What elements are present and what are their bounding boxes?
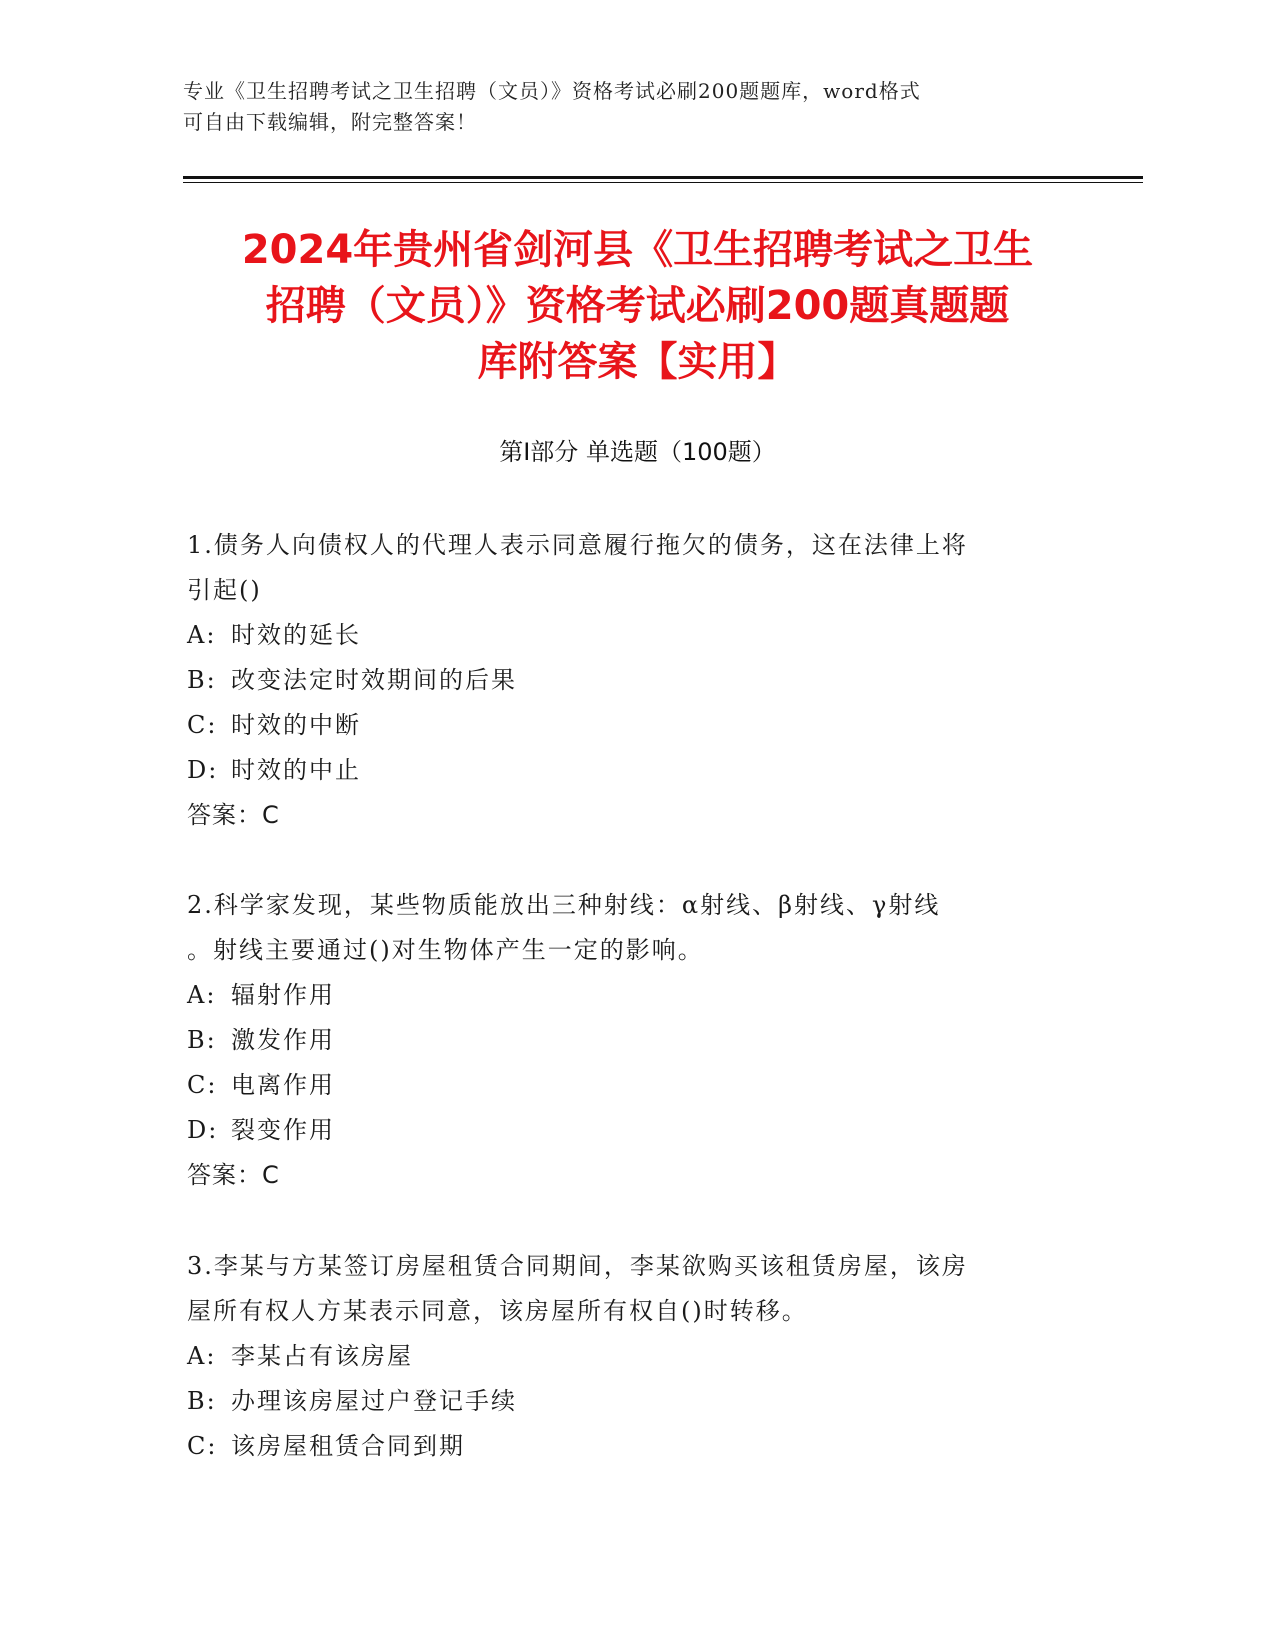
question-item xyxy=(187,523,1087,838)
option-key: B: xyxy=(187,1026,217,1054)
option-text: 该房屋租赁合同到期 xyxy=(231,1432,465,1460)
option-key: C: xyxy=(187,1432,218,1460)
section-title: 第Ⅰ部分 单选题（100题） xyxy=(499,438,776,466)
question-item xyxy=(187,1244,1087,1469)
option-b xyxy=(187,658,1087,703)
option-b xyxy=(187,1379,1087,1424)
question-stem: 3.李某与方某签订房屋租赁合同期间，李某欲购买该租赁房屋，该房 xyxy=(187,1252,968,1280)
option-text: 时效的中断 xyxy=(231,711,361,739)
option-text: 辐射作用 xyxy=(231,981,335,1009)
option-key: A: xyxy=(187,621,217,649)
header-note-line: 专业《卫生招聘考试之卫生招聘（文员）》资格考试必刷200题题库，word格式 xyxy=(183,79,921,103)
option-key: A: xyxy=(187,1342,217,1370)
option-text: 李某占有该房屋 xyxy=(231,1342,413,1370)
option-a xyxy=(187,1334,1087,1379)
option-key: D: xyxy=(187,756,219,784)
document-title-line: 库附答案【实用】 xyxy=(477,339,798,385)
option-c xyxy=(187,1424,1087,1469)
option-c xyxy=(187,1063,1087,1108)
answer-line: 答案：C xyxy=(187,1161,280,1189)
option-key: B: xyxy=(187,666,217,694)
option-key: D: xyxy=(187,1116,219,1144)
option-text: 激发作用 xyxy=(231,1026,335,1054)
option-b xyxy=(187,1018,1087,1063)
option-key: A: xyxy=(187,981,217,1009)
option-a xyxy=(187,973,1087,1018)
header-divider-thin xyxy=(183,182,1143,183)
question-stem: 2.科学家发现，某些物质能放出三种射线：α射线、β射线、γ射线 xyxy=(187,891,941,919)
document-title xyxy=(140,222,1135,390)
answer-line: 答案：C xyxy=(187,801,280,829)
header-note xyxy=(183,76,1063,138)
option-key: C: xyxy=(187,711,218,739)
question-stem: 引起() xyxy=(187,576,262,604)
question-item xyxy=(187,883,1087,1198)
option-text: 时效的中止 xyxy=(231,756,361,784)
question-stem: 1.债务人向债权人的代理人表示同意履行拖欠的债务，这在法律上将 xyxy=(187,531,968,559)
option-d xyxy=(187,748,1087,793)
option-key: C: xyxy=(187,1071,218,1099)
option-d xyxy=(187,1108,1087,1153)
question-stem: 。射线主要通过()对生物体产生一定的影响。 xyxy=(187,936,704,964)
option-a xyxy=(187,613,1087,658)
header-note-line: 可自由下载编辑，附完整答案！ xyxy=(183,110,477,134)
document-title-line: 2024年贵州省剑河县《卫生招聘考试之卫生 xyxy=(241,227,1034,273)
question-stem: 屋所有权人方某表示同意，该房屋所有权自()时转移。 xyxy=(187,1297,808,1325)
header-divider-thick xyxy=(183,176,1143,179)
document-title-line: 招聘（文员）》资格考试必刷200题真题题 xyxy=(265,283,1010,329)
option-text: 电离作用 xyxy=(231,1071,335,1099)
option-text: 裂变作用 xyxy=(231,1116,335,1144)
option-text: 改变法定时效期间的后果 xyxy=(231,666,517,694)
option-c xyxy=(187,703,1087,748)
option-key: B: xyxy=(187,1387,217,1415)
option-text: 办理该房屋过户登记手续 xyxy=(231,1387,517,1415)
option-text: 时效的延长 xyxy=(231,621,361,649)
